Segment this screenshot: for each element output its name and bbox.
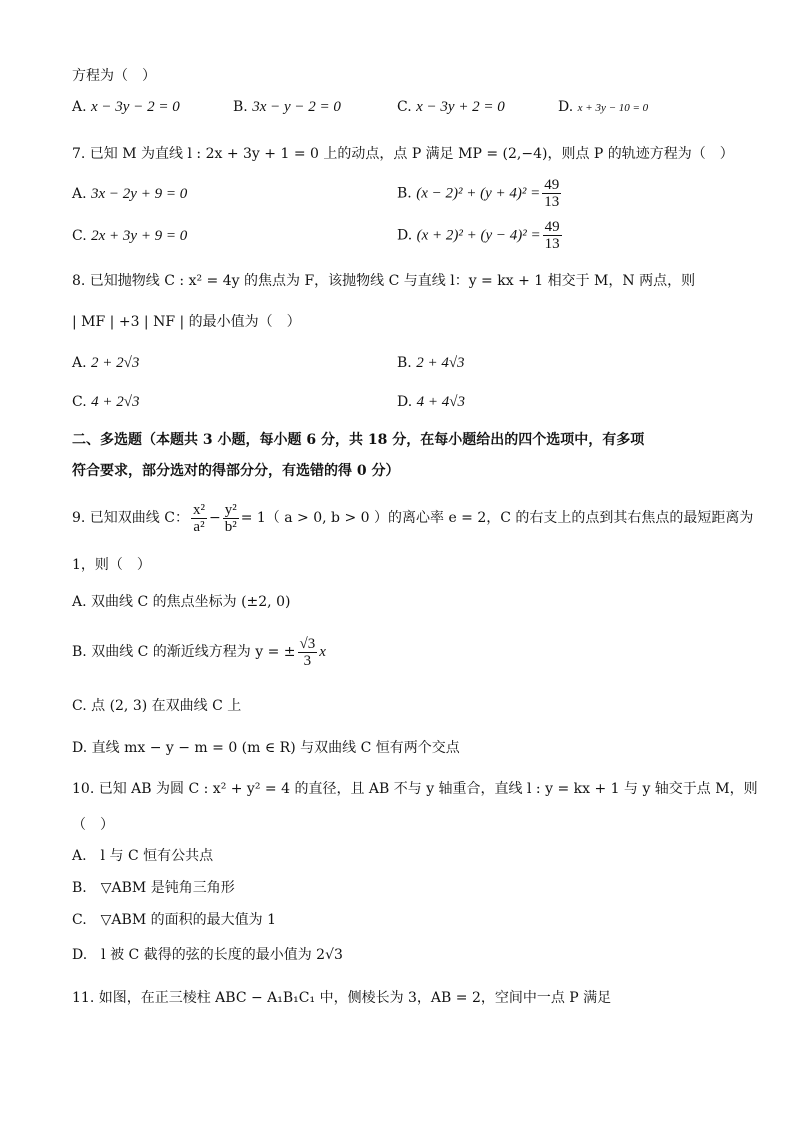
option-text: 2 + 4√3 <box>416 355 465 371</box>
fraction-sqrt3-3 <box>298 636 318 669</box>
fraction-numerator: 49 <box>544 177 560 193</box>
section-2-heading-cont: 符合要求，部分选对的得部分分，有选错的得 0 分） <box>72 463 400 479</box>
fraction-denominator: 13 <box>544 236 560 252</box>
option-label: B. <box>397 355 412 371</box>
option-label: B. <box>233 99 248 115</box>
option-text: 4 + 2√3 <box>91 394 140 410</box>
q8-stem: 8. 已知抛物线 C : x² = 4y 的焦点为 F，该抛物线 C 与直线 l：y = kx + 1 相交于 M，N 两点，则 <box>72 273 696 289</box>
fraction-numerator: 49 <box>544 219 560 235</box>
q10-option-c[interactable]: C. ▽ABM 的面积的最大值为 1 <box>72 912 276 928</box>
q6-option-a[interactable] <box>72 97 180 117</box>
fraction-denominator: 13 <box>544 194 560 210</box>
q7-stem: 7. 已知 M 为直线 l : 2x + 3y + 1 = 0 上的动点，点 P 满足 MP = (2,−4)，则点 P 的轨迹方程为（ ） <box>72 146 734 162</box>
q8-option-c[interactable] <box>72 392 139 412</box>
fraction-numerator: √3 <box>299 635 316 652</box>
option-label: D. <box>397 394 413 410</box>
q8-stem-cont: | MF | +3 | NF | 的最小值为（ ） <box>72 314 301 330</box>
q6-option-b[interactable] <box>233 97 341 117</box>
option-label: A. <box>72 186 87 202</box>
q9-stem-cont: 1，则（ ） <box>72 557 151 573</box>
q10-stem: 10. 已知 AB 为圆 C : x² + y² = 4 的直径，且 AB 不与 y 轴重合，直线 l : y = kx + 1 与 y 轴交于点 M，则 <box>72 781 758 797</box>
fraction-y2-b2 <box>223 502 239 535</box>
fraction-numerator: x² <box>192 501 205 518</box>
fraction-denominator: 3 <box>303 652 312 669</box>
option-text-tail: x <box>319 644 326 660</box>
fraction <box>543 219 562 252</box>
q9-stem-post: = 1（ a > 0, b > 0 ）的离心率 e = 2，C 的右支上的点到其右焦点的最短距离为 <box>240 510 754 526</box>
section-2-heading: 二、多选题（本题共 3 小题，每小题 6 分，共 18 分，在每小题给出的四个选项中，有多项 <box>72 432 645 448</box>
q9-option-a[interactable]: A. 双曲线 C 的焦点坐标为 (±2, 0) <box>72 594 291 610</box>
q10-stem-cont: （ ） <box>72 817 114 833</box>
option-text: 3x − 2y + 9 = 0 <box>91 186 188 202</box>
option-label: D. <box>397 227 413 244</box>
q7-option-c[interactable] <box>72 226 187 246</box>
q11-stem: 11. 如图，在正三棱柱 ABC − A₁B₁C₁ 中，侧棱长为 3，AB = 2，空间中一点 P 满足 <box>72 990 612 1006</box>
q7-option-d[interactable] <box>397 219 564 252</box>
option-label: D. <box>558 99 574 115</box>
option-label: B. <box>397 185 412 202</box>
q8-option-d[interactable] <box>397 392 465 412</box>
option-label: A. <box>72 99 87 115</box>
q9-stem: 9. 已知双曲线 C： $\frac{\text{x²}}{\text{a²}}$ − $\frac{\text{y²}}{\text{b²}}$ = 1（ a > 0, b > 0 ）的离心率 e = 2，C 的右支上的点到其右焦点的最短距离为 <box>72 501 754 535</box>
option-text: x − 3y + 2 = 0 <box>416 99 505 115</box>
fraction-numerator: y² <box>224 501 237 518</box>
option-label: C. <box>72 394 87 410</box>
q6-stem-tail: 方程为（ ） <box>72 68 156 84</box>
option-text: (x + 2)² + (y − 4)² = <box>416 227 541 244</box>
option-text: 2 + 2√3 <box>91 355 140 371</box>
q10-option-b[interactable]: B. ▽ABM 是钝角三角形 <box>72 880 235 896</box>
q7-option-a[interactable] <box>72 184 187 204</box>
q9-option-d[interactable]: D. 直线 mx − y − m = 0 (m ∈ R) 与双曲线 C 恒有两个交点 <box>72 740 460 756</box>
option-text: 3x − y − 2 = 0 <box>252 99 341 115</box>
option-text: B. 双曲线 C 的渐近线方程为 y = ± <box>72 644 296 660</box>
q10-option-d[interactable]: D. l 被 C 截得的弦的长度的最小值为 2√3 <box>72 947 343 963</box>
q6-option-c[interactable] <box>397 97 505 117</box>
option-label: C. <box>72 228 87 244</box>
q7-option-b[interactable] <box>397 177 563 210</box>
q9-stem-pre: 9. 已知双曲线 C： <box>72 510 189 526</box>
option-text: x + 3y − 10 = 0 <box>577 102 649 114</box>
option-label: A. <box>72 355 87 371</box>
q9-option-c[interactable]: C. 点 (2, 3) 在双曲线 C 上 <box>72 698 242 714</box>
fraction-denominator: a² <box>193 518 205 535</box>
option-text: (x − 2)² + (y + 4)² = <box>416 185 541 202</box>
option-label: C. <box>397 99 412 115</box>
option-text: 2x + 3y + 9 = 0 <box>91 228 188 244</box>
fraction-x2-a2 <box>191 502 207 535</box>
q10-option-a[interactable]: A. l 与 C 恒有公共点 <box>72 848 214 864</box>
fraction <box>542 177 561 210</box>
q6-option-d[interactable] <box>558 97 648 118</box>
q8-option-b[interactable] <box>397 353 465 373</box>
q9-option-b[interactable] <box>72 634 326 670</box>
option-text: 4 + 4√3 <box>416 394 465 410</box>
q8-option-a[interactable] <box>72 353 139 373</box>
fraction-denominator: b² <box>224 518 237 535</box>
option-text: x − 3y − 2 = 0 <box>91 99 180 115</box>
